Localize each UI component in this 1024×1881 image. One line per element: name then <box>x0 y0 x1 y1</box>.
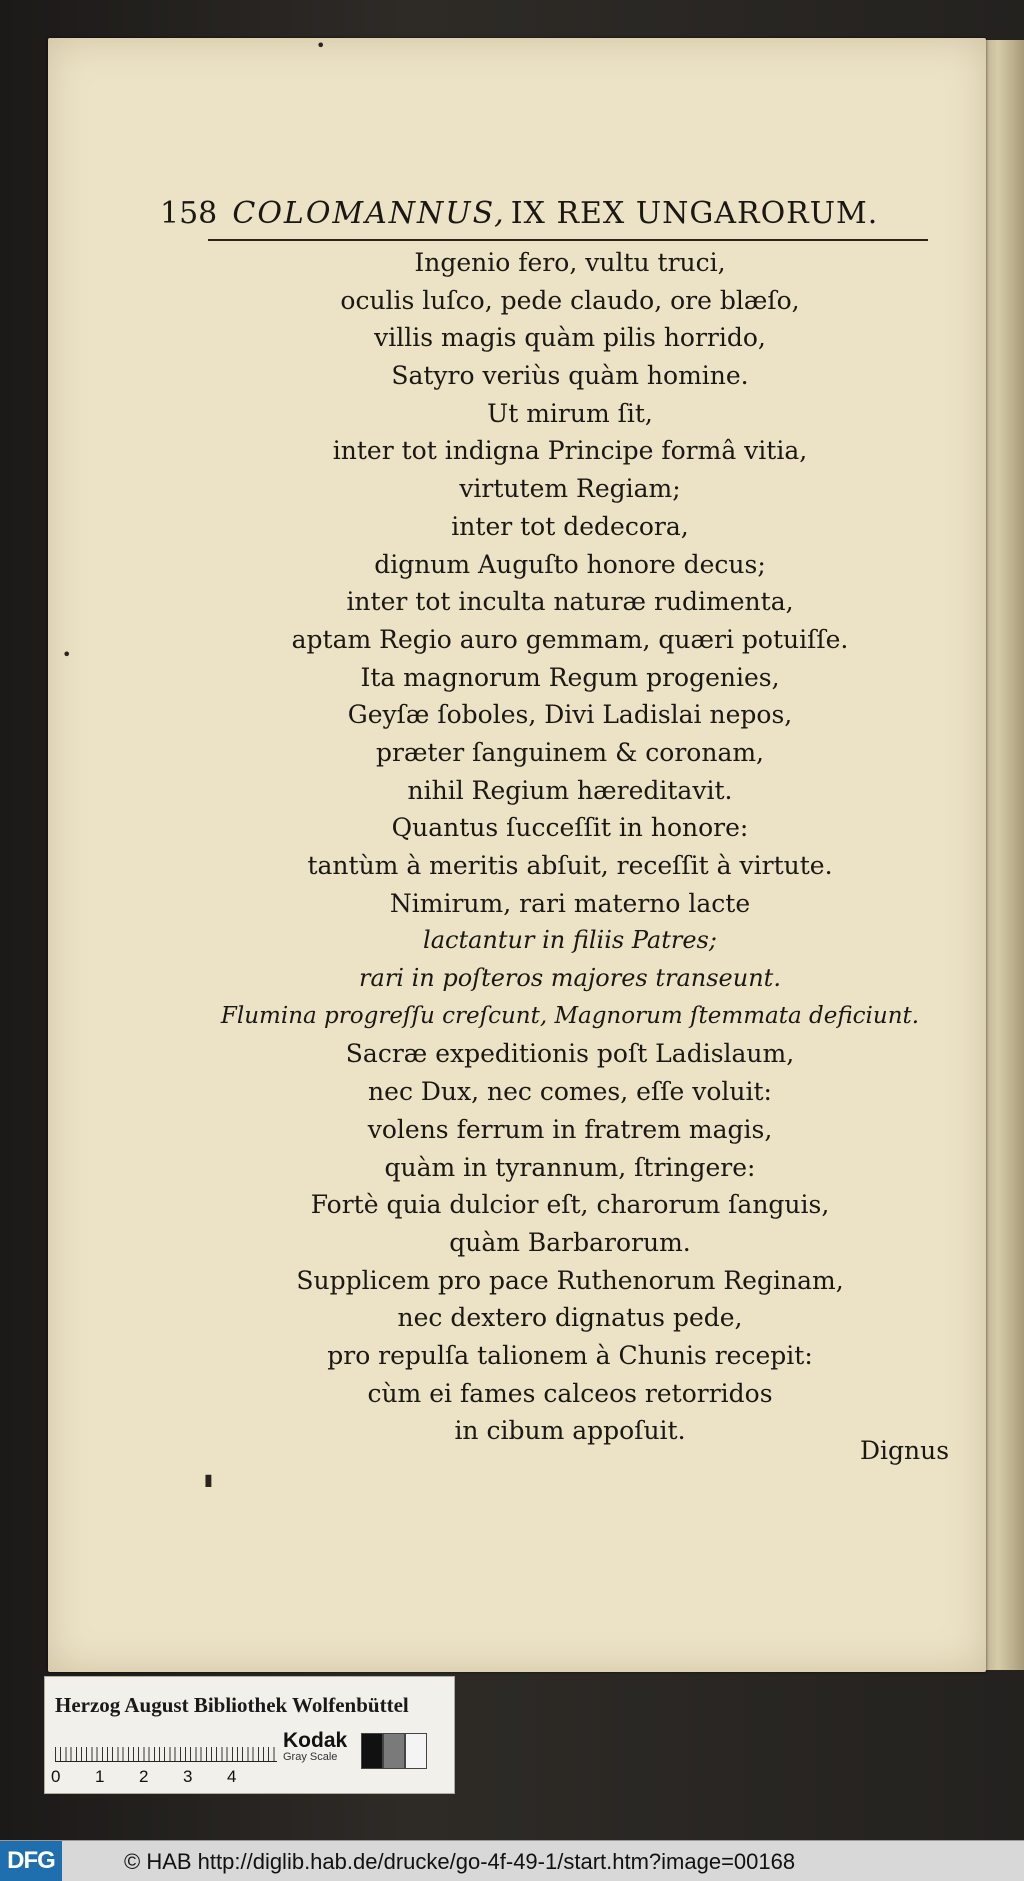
text-line: pro repulſa talionem à Chunis recepit: <box>327 1340 813 1370</box>
gray-swatch <box>405 1733 427 1769</box>
text-line: Flumina progreſſu creſcunt, Magnorum ſtemmata deficiunt. <box>220 1002 920 1029</box>
text-line: villis magis quàm pilis horrido, <box>374 323 766 353</box>
text-line: cùm ei fames calceos retorridos <box>367 1378 773 1408</box>
text-line: Quantus ſucceſſit in honore: <box>391 813 749 843</box>
text-line: Ingenio fero, vultu truci, <box>414 248 726 277</box>
text-line: Sacræ expeditionis poſt Ladislaum, <box>345 1039 795 1069</box>
catchword: Dignus <box>860 1436 950 1465</box>
ruler-label: 3 <box>183 1767 193 1786</box>
text-line: volens ferrum in fratrem magis, <box>367 1114 773 1144</box>
ruler-label: 2 <box>139 1767 149 1786</box>
text-line: lactantur in filiis Patres; <box>423 926 717 955</box>
dfg-logo: DFG <box>0 1841 62 1881</box>
text-line: in cibum appoſuit. <box>454 1416 686 1446</box>
running-head <box>160 196 936 244</box>
text-line: nec Dux, nec comes, eſſe voluit: <box>368 1077 772 1107</box>
paper-fleck: ▮ <box>204 1470 213 1489</box>
text-line: Geyſæ ſoboles, Divi Ladislai nepos, <box>347 700 793 730</box>
page-number: 158 <box>160 196 218 231</box>
credit-link[interactable]: © HAB http://diglib.hab.de/drucke/go-4f-49-1/start.htm?image=00168 <box>124 1849 796 1874</box>
gray-swatches <box>361 1733 427 1769</box>
kodak-brand: Kodak <box>283 1729 348 1752</box>
text-line: præter ſanguinem & coronam, <box>375 737 764 767</box>
ruler-labels <box>51 1767 311 1789</box>
text-line: inter tot indigna Principe formâ vitia, <box>332 436 808 466</box>
color-calibration-card <box>44 1676 455 1794</box>
page-body-text <box>210 244 930 1450</box>
text-line: inter tot dedecora, <box>451 511 689 541</box>
text-line: quàm Barbarorum. <box>449 1227 691 1257</box>
gray-swatch <box>361 1733 383 1769</box>
running-head-name: COLOMANNUS, <box>232 196 506 231</box>
gray-swatch <box>383 1733 405 1769</box>
text-line: Ita magnorum Regum progenies, <box>360 662 780 692</box>
text-line: Satyro veriùs quàm homine. <box>391 361 749 391</box>
measure-ruler <box>55 1733 277 1762</box>
card-title: Herzog August Bibliothek Wolfenbüttel <box>55 1693 409 1717</box>
text-line: Nimirum, rari materno lacte <box>389 888 751 918</box>
ruler-label: 1 <box>95 1767 105 1786</box>
running-head-title: IX REX UNGARORUM. <box>510 196 879 231</box>
text-line: Fortè quia dulcior eſt, charorum ſanguis, <box>310 1190 830 1220</box>
paper-fleck: • <box>62 645 72 664</box>
text-line: virtutem Regiam; <box>459 474 681 504</box>
text-line: nec dextero dignatus pede, <box>397 1303 743 1333</box>
text-line: Ut mirum ſit, <box>487 398 653 428</box>
footer-bar <box>0 1840 1024 1881</box>
paper-fleck: • <box>316 36 326 55</box>
text-line: aptam Regio auro gemmam, quæri potuiſſe. <box>291 624 849 654</box>
ruler-label: 0 <box>51 1767 61 1786</box>
text-line: rari in poſteros majores transeunt. <box>359 964 781 993</box>
kodak-label <box>283 1729 347 1763</box>
text-line: oculis luſco, pede claudo, ore blæſo, <box>340 285 800 315</box>
text-line: quàm in tyrannum, ſtringere: <box>384 1152 756 1182</box>
text-line: Supplicem pro pace Ruthenorum Reginam, <box>296 1265 844 1295</box>
kodak-subtitle: Gray Scale <box>283 1751 338 1763</box>
text-line: tantùm à meritis abſuit, receſſit à virtute. <box>307 851 833 880</box>
ruler-label: 4 <box>227 1767 237 1786</box>
text-line: dignum Auguſto honore decus; <box>374 549 766 579</box>
header-rule <box>208 239 928 241</box>
text-line: nihil Regium hæreditavit. <box>407 775 733 805</box>
text-line: inter tot inculta naturæ rudimenta, <box>346 587 794 617</box>
facing-page-edge <box>984 40 1024 1670</box>
